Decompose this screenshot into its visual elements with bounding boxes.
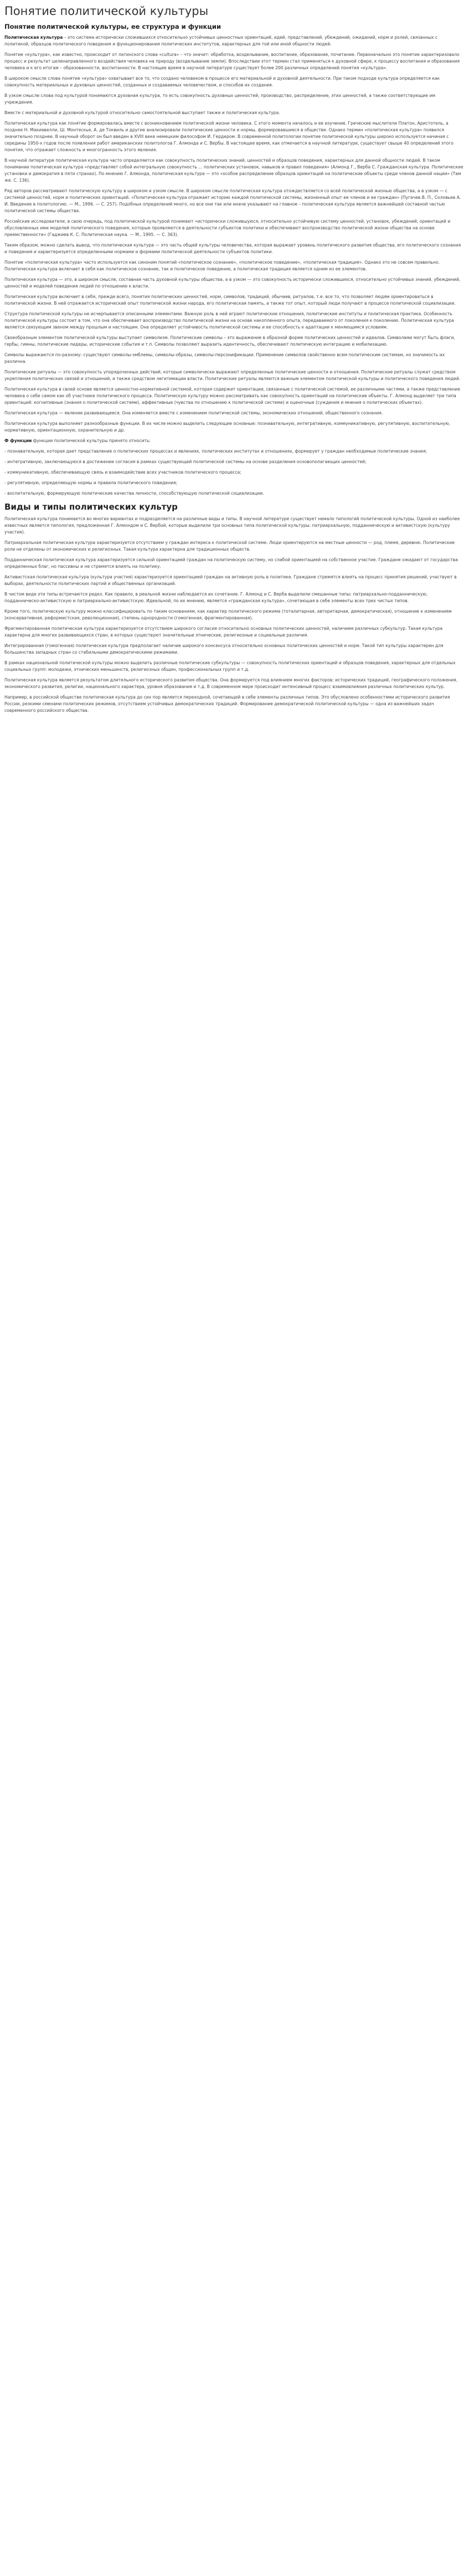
function-item: - коммуникативную, обеспечивающую связь и взаимодействие всех участников политического процесса; [4, 470, 241, 475]
function-item: - воспитательную, формирующую политические качества личности, способствующую политической социализации. [4, 491, 264, 496]
paragraph-text: Понятие «политическая культура» часто используется как синоним понятий «политическое сознание», «политическое поведение», «политическая традиция». Однако это не совсем правильно. Политическая культура включает в себя как политическое сознание, так и политическое поведение, а политическая традиция является одним из ее элементов. [4, 260, 440, 271]
paragraph [4, 643, 463, 656]
paragraph-text: В научной литературе политическая культура часто определяется как совокупность политических знаний, ценностей и образцов поведения, характерных для данной общности людей. В таком понимании политическая культура «представляет собой интегральную совокупность ... политических установок, навыков и правил поведения» (Алмонд Г., Верба С. Гражданская культура. Политические установки и демократия в пяти странах). По мнению Г. Алмонда, политическая культура — это «особое распределение образцов ориентаций на политические объекты среди членов данной нации» (Там же. С. 136). [4, 158, 463, 183]
paragraph-text: В узком смысле слова под культурой понимаются духовная культура, то есть совокупность духовных ценностей, производство, распределение, этих ценностей, а также соответствующие им учреждения. [4, 93, 436, 105]
paragraph-text: Политическая культура понимается во многих вариантах и подразделяется на различные виды и типы. В научной литературе существует немало типологий политической культуры. Одной из наиболее известных является типология, предложенная Г. Алмондом и С. Вербой, которые выделили три основных типа политической культуры: патриархальную, подданническую и активистскую (культуру участия). [4, 516, 460, 535]
paragraph-text: Политическая культура как понятие формировалась вместе с возникновением политической жизни человека. С этого момента началось и ее изучение. Греческие мыслители Платон, Аристотель, а позднее Н. Макиавелли, Ш. Монтескье, А. де Токвиль и другие анализировали политические ценности и нормы, формировавшиеся в обществе. Однако термин «политическая культура» появился значительно позднее. В научный оборот он был введен в XVIII веке немецким философом И. Гердером. В современной политологии понятие политической культуры широко используется начиная с середины 1950-х годов после появления работ американских политологов Г. Алмонда и С. Вербы. В настоящее время, как отмечается в научной литературе, существует свыше 40 определений этого понятия, что отражает сложность и многогранность этого явления. [4, 121, 453, 152]
paragraph [4, 335, 463, 348]
paragraph [4, 410, 463, 417]
paragraph-text: В рамках национальной политической культуры можно выделить различные политические субкультуры — совокупность политических ориентаций и образцов поведения, характерных для отдельных социальных групп: молодежи, этнических меньшинств, религиозных общин, профессиональных групп и т.д. [4, 660, 456, 672]
functions-list [4, 448, 463, 497]
paragraph-text: Политическая культура — явление развивающееся. Она изменяется вместе с изменением политической системы, экономических отношений, общественного сознания. [4, 410, 383, 415]
paragraph-text: Подданническая политическая культура характеризуется сильной ориентацией граждан на политическую систему, но слабой ориентацией на собственное участие. Граждане ожидают от государства определенных благ, но пассивны и не стремятся влиять на политику. [4, 557, 458, 569]
page [0, 0, 469, 714]
paragraph-text: Вместе с материальной и духовной культурой относительно самостоятельной выступает также и политическая культура. [4, 110, 280, 115]
paragraph [4, 93, 463, 106]
paragraph [4, 242, 463, 255]
section-title-types: Виды и типы политических культур [4, 502, 178, 512]
page-title: Понятие политической культуры [4, 4, 209, 18]
paragraph-text: Понятие «культура», как известно, происходит от латинского слова «cultura» – что значит: обработка, возделывание, воспитание, образование, почитание. Первоначально это понятие характеризовало процесс и результат целенаправленного воздействия человека на природу (возделывание земли). Впоследствии этот термин стал применяться к духовной сфере, к процессу воспитания и образования человека и к его итогам – образованности, воспитанности. В настоящее время в научной литературе существует более 200 различных определений понятия «культура». [4, 52, 460, 70]
paragraph-text: Символы выражаются по-разному: существуют символы-эмблемы, символы-образы, символы-персонификации. Применение символов свойственно всем политическим системам, но значимость их различна. [4, 352, 445, 364]
paragraph-text: Патриархальная политическая культура характеризуется отсутствием у граждан интереса к политической системе. Люди ориентируются на местные ценности — род, племя, деревню. Политические роли не отделены от экономических и религиозных. Такая культура характерна для традиционных обществ. [4, 540, 455, 552]
paragraph [4, 677, 463, 690]
functions-label: Ф функции [4, 438, 32, 443]
paragraph [4, 52, 463, 71]
functions-intro [4, 438, 463, 444]
paragraph-text: В широком смысле слова понятие «культура» охватывает все то, что создано человеком в процессе его материальной и духовной деятельности. При таком подходе культура определяется как совокупность материальных и духовных ценностей, созданных и создаваемых человечеством, и способов их создания. [4, 76, 440, 88]
paragraph-text: Политическая культура — это, в широком смысле, составная часть духовной культуры общества, а в узком — это совокупность исторически сложившихся, относительно устойчивых знаний, убеждений, ценностей и моделей поведения людей по отношению к власти. [4, 277, 461, 289]
paragraph [4, 660, 463, 673]
paragraph [4, 608, 463, 622]
paragraph-text: Фрагментированная политическая культура характеризуется отсутствием широкого согласия относительно основных политических ценностей, наличием различных субкультур. Такая культура характерна для многих развивающихся стран, в которых существуют значительные этнические, религиозные и социальные различия. [4, 626, 443, 638]
paragraph [4, 516, 463, 536]
section-body-structure [4, 34, 463, 434]
paragraph [4, 276, 463, 290]
paragraph-text: Например, в российской обществе политическая культура до сих пор является переходной, сочетающей в себе элементы различных типов. Это обусловлено особенностями исторического развития России, резкими сменами политических режимов, отсутствием устойчивых демократических традиций. Формирование демократической политической культуры — одна из важнейших задач современного российского общества. [4, 695, 450, 713]
paragraph [4, 259, 463, 273]
paragraph [4, 34, 463, 48]
paragraph-text: Кроме того, политическую культуру можно классифицировать по таким основаниям, как характер политического режима (тоталитарная, авторитарная, демократическая), отношение к изменениям (консервативная, реформистская, революционная), степень однородности (гомогенная, фрагментированная). [4, 609, 452, 620]
functions-intro-text: функции политической культуры принято относить: [33, 438, 151, 443]
section-title-structure: Понятие политической культуры, ее структура и функции [4, 23, 221, 30]
paragraph-text: Политические ритуалы — это совокупность упорядоченных действий, которые символически выражают определенные политические ценности и отношения. Политические ритуалы служат средством укрепления политических связей и отношений, а также средством легитимации власти. Политические ритуалы являются важным элементом политической культуры и политического поведения людей. [4, 370, 461, 381]
paragraph [4, 625, 463, 639]
section-body-types [4, 516, 463, 714]
paragraph-text: Политическая культура выполняет разнообразные функции. В их числе можно выделить следующие основные: познавательную, интегративную, коммуникативную, регулятивную, воспитательную, нормативную, ориентационную, охранительную и др. [4, 421, 451, 433]
paragraph-term: Политическая культура [4, 35, 63, 40]
paragraph [4, 75, 463, 89]
paragraph-text: Политическая культура является результатом длительного исторического развития общества. Она формируется под влиянием многих факторов: исторических традиций, географического положения, экономического развития, религии, национального характера, уровня образования и т.д. В современном мире происходит интенсивный процесс взаимовлияния различных политических культур. [4, 678, 458, 689]
paragraph [4, 420, 463, 434]
paragraph [4, 120, 463, 153]
paragraph [4, 369, 463, 382]
paragraph [4, 540, 463, 553]
function-item: - регулятивную, определяющую нормы и правила политического поведения; [4, 480, 178, 485]
paragraph-text: Ряд авторов рассматривают политическую культуру в широком и узком смысле. В широком смысле политическая культура отождествляется со всей политической жизнью общества, а в узком — с системой ценностей, норм и политических ориентаций. «Политическая культура отражает историю каждой политической системы, жизненный опыт ее членов и ее граждан» (Пугачев В. П., Соловьев А. И. Введение в политологию. — М., 1996. — С. 257). Подобных определений много, но все они так или иначе указывают на главное – политическая культура является важнейшей составной частью политической системы общества. [4, 188, 461, 213]
paragraph-text: Интегрированная (гомогенная) политическая культура предполагает наличие широкого консенсуса относительно основных политических ценностей и норм. Такой тип культуры характерен для большинства западных стран со стабильными демократическими режимами. [4, 643, 444, 655]
paragraph-text: Структура политической культуры не исчерпывается описанными элементами. Важную роль в ней играют политические отношения, политические институты и политическая практика. Особенность политической культуры состоит в том, что она обеспечивает воспроизводство политической жизни на основе накопленного опыта, передаваемого от поколения к поколению. Политическая культура является связующим звеном между прошлым и настоящим. Она определяет устойчивость политической системы и ее способность к адаптации к меняющимся условиям. [4, 311, 454, 330]
paragraph [4, 694, 463, 714]
paragraph-text: Политическая культура в своей основе является ценностно-нормативной системой, которая содержит ориентации, связанные с политической системой, ее различными частями, а также представление человека о себе самом как об участнике политического процесса. Политическую культуру можно рассматривать как совокупность ориентаций на политические объекты. Г. Алмонд выделяет три типа ориентаций: когнитивные (знания о политической системе), аффективные (чувства по отношению к политической системе) и оценочные (суждения и мнения о политических объектах). [4, 387, 460, 405]
paragraph-text: Своеобразным элементом политической культуры выступает символизм. Политические символы – это выражение в образной форме политических ценностей и идеалов. Символами могут быть флаги, гербы, гимны, политические лидеры, исторические события и т.п. Символы позволяют выразить идентичность, обеспечивают политическую интеграцию и мобилизацию. [4, 335, 455, 347]
function-item: - интегративную, заключающуюся в достижении согласия в рамках существующей политической системы на основе разделения основополагающих ценностей; [4, 459, 367, 464]
paragraph [4, 188, 463, 214]
paragraph [4, 110, 463, 116]
paragraph [4, 352, 463, 365]
paragraph-text: Активистская политическая культура (культура участия) характеризуется ориентацией граждан на активную роль в политике. Граждане стремятся влиять на процесс принятия решений, участвуют в выборах, деятельности политических партий и общественных организаций. [4, 574, 457, 586]
paragraph [4, 591, 463, 604]
paragraph-text: Политическая культура включает в себя, прежде всего, понятия политических ценностей, норм, символов, традиций, обычаев, ритуалов, т.е. все то, что позволяет людям ориентироваться в политической жизни. В ней отражается исторический опыт политической жизни народа, его политическая память, а также тот опыт, который люди получают в процессе политической социализации. [4, 294, 456, 306]
paragraph [4, 557, 463, 570]
paragraph [4, 574, 463, 587]
paragraph [4, 386, 463, 406]
paragraph [4, 294, 463, 307]
paragraph [4, 157, 463, 184]
paragraph-text: Российские исследователи, в свою очередь, под политической культурой понимают «исторически сложившуюся, относительно устойчивую систему ценностей, установок, убеждений, ориентаций и обусловленных ими моделей политического поведения, которые проявляются в деятельности субъектов политики и обеспечивают воспроизводство политической жизни общества на основе преемственности» (Гаджиев К. С. Политическая наука. — М., 1995. — С. 363). [4, 219, 451, 237]
paragraph-text: – это система исторически сложившихся относительно устойчивых ценностных ориентаций, идей, представлений, убеждений, ожиданий, норм и ролей, связанных с политикой, образцов политического поведения и функционирования политических институтов, характерных для той или иной общности людей. [4, 35, 438, 47]
paragraph-text: В чистом виде эти типы встречаются редко. Как правило, в реальной жизни наблюдается их сочетание. Г. Алмонд и С. Верба выделили смешанные типы: патриархально-подданническую, подданническо-активистскую и патриархально-активистскую. Идеальной, по их мнению, является «гражданская культура», сочетающая в себе элементы всех трех чистых типов. [4, 592, 428, 603]
function-item: - познавательную, которая дает представление о политических процессах и явлениях, политических институтах и отношениях, формирует у граждан необходимые политические знания; [4, 449, 427, 454]
paragraph [4, 218, 463, 238]
paragraph-text: Таким образом, можно сделать вывод, что политическая культура — это часть общей культуры человечества, которая выражает уровень политического развития общества, его политического сознания и поведения и характеризуется определенными нормами и формами политической деятельности субъектов политики. [4, 243, 461, 254]
paragraph [4, 311, 463, 331]
